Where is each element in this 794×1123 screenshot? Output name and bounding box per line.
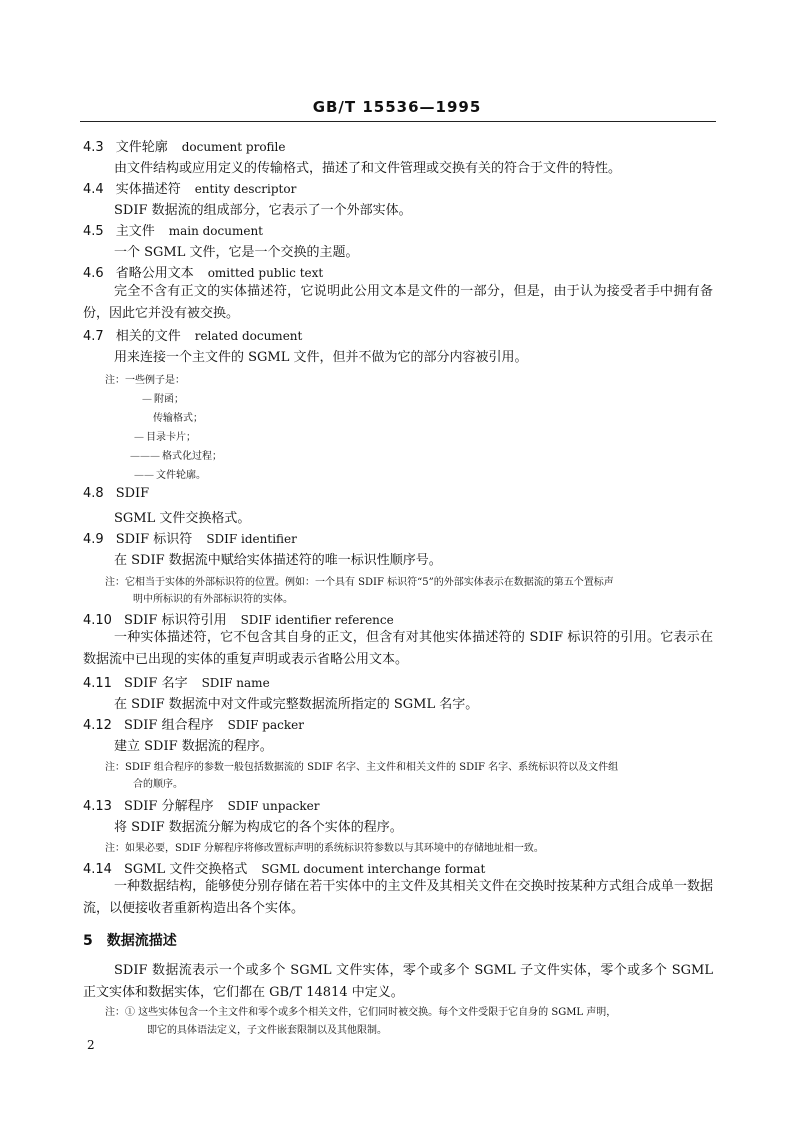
term-4-4 — [83, 178, 296, 197]
term-number: 4.12 — [83, 718, 112, 733]
term-4-14 — [83, 858, 485, 877]
term-cn: 主文件 — [115, 224, 155, 239]
term-definition: 用来连接一个主文件的 SGML 文件，但并不做为它的部分内容被引用。 — [114, 350, 528, 365]
term-cn: SDIF 名字 — [123, 676, 188, 691]
example-item: — 目录卡片； — [134, 432, 196, 443]
term-cn: SDIF 标识符引用 — [123, 613, 227, 628]
term-4-11 — [83, 672, 270, 691]
term-en: SDIF unpacker — [227, 799, 320, 813]
note: 注：SDIF 组合程序的参数一般包括数据流的 SDIF 名字、主文件和相关文件的 SDIF 名字、系统标识符以及文件组 — [105, 762, 619, 773]
term-definition: 一个 SGML 文件，它是一个交换的主题。 — [114, 245, 359, 260]
term-en: omitted public text — [207, 266, 324, 280]
term-cn: 省略公用文本 — [115, 266, 194, 281]
note-continuation: 明中所标识的有外部标识符的实体。 — [133, 594, 293, 605]
term-cn: 相关的文件 — [115, 329, 181, 344]
section-heading — [83, 930, 177, 950]
term-4-9 — [83, 528, 297, 547]
header-rule — [80, 121, 716, 122]
term-definition: 将 SDIF 数据流分解为构成它的各个实体的程序。 — [114, 820, 403, 835]
term-4-7 — [83, 325, 302, 344]
term-en: SGML document interchange format — [261, 862, 486, 876]
term-en: SDIF name — [201, 676, 270, 690]
term-en: related document — [194, 329, 303, 343]
note-continuation: 即它的具体语法定义，子文件嵌套限制以及其他限制。 — [147, 1025, 387, 1036]
term-cn: SGML 文件交换格式 — [123, 862, 248, 877]
note-continuation: 合的顺序。 — [133, 779, 183, 790]
term-number: 4.8 — [83, 486, 104, 501]
term-cn: SDIF 组合程序 — [123, 718, 214, 733]
example-item: ——— 格式化过程； — [130, 451, 222, 462]
term-en: entity descriptor — [194, 182, 297, 196]
term-definition: SGML 文件交换格式。 — [114, 511, 251, 526]
term-en: SDIF identifier — [206, 532, 297, 546]
section-paragraph: SDIF 数据流表示一个或多个 SGML 文件实体，零个或多个 SGML 子文件实体，零个或多个 SGML 正文实体和数据实体，它们都在 GB/T 14814 中定义。 — [83, 963, 713, 1000]
term-number: 4.6 — [83, 266, 104, 281]
term-definition: 由文件结构或应用定义的传输格式，描述了和文件管理或交换有关的符合于文件的特性。 — [114, 161, 622, 176]
term-number: 4.13 — [83, 799, 112, 814]
term-4-6 — [83, 262, 323, 281]
note: 注：它相当于实体的外部标识符的位置。例如：一个具有 SDIF 标识符“5”的外部实体表示在数据流的第五个置标声 — [105, 577, 614, 588]
term-cn: SDIF 分解程序 — [123, 799, 214, 814]
term-cn: 文件轮廓 — [115, 140, 168, 155]
term-en: SDIF packer — [227, 718, 304, 732]
term-number: 4.4 — [83, 182, 104, 197]
term-number: 4.5 — [83, 224, 104, 239]
term-4-5 — [83, 220, 263, 239]
term-en: document profile — [181, 140, 286, 154]
term-en: main document — [168, 224, 264, 238]
term-definition: SDIF 数据流的组成部分，它表示了一个外部实体。 — [114, 203, 412, 218]
term-definition: 在 SDIF 数据流中赋给实体描述符的唯一标识性顺序号。 — [114, 553, 442, 568]
page-header: GB/T 15536—1995 — [312, 98, 482, 116]
note: 注：如果必要，SDIF 分解程序将修改置标声明的系统标识符参数以与其环境中的存储地址相一致。 — [105, 843, 544, 854]
term-number: 4.9 — [83, 532, 104, 547]
term-definition: 一种数据结构，能够使分别存储在若干实体中的主文件及其相关文件在交换时按某种方式组合成单一数据流，以便接收者重新构造出各个实体。 — [83, 879, 713, 916]
term-4-10 — [83, 609, 394, 628]
term-cn: 实体描述符 — [115, 182, 181, 197]
example-item: —— 文件轮廓。 — [134, 470, 206, 481]
term-definition: 建立 SDIF 数据流的程序。 — [114, 739, 273, 754]
term-definition: 在 SDIF 数据流中对文件或完整数据流所指定的 SGML 名字。 — [114, 697, 479, 712]
term-number: 4.10 — [83, 613, 112, 628]
term-4-3 — [83, 136, 286, 155]
term-number: 4.14 — [83, 862, 112, 877]
term-4-8 — [83, 486, 163, 501]
section-number: 5 — [83, 933, 93, 949]
term-number: 4.3 — [83, 140, 104, 155]
example-item: — 附函； — [142, 394, 184, 405]
term-number: 4.7 — [83, 329, 104, 344]
note: 注：一些例子是： — [105, 375, 185, 386]
section-title: 数据流描述 — [106, 933, 177, 949]
term-definition: 完全不含有正文的实体描述符，它说明此公用文本是文件的一部分，但是，由于认为接受者手中拥有备份，因此它并没有被交换。 — [83, 284, 713, 321]
example-item: 传输格式； — [153, 413, 203, 424]
term-number: 4.11 — [83, 676, 112, 691]
term-4-12 — [83, 714, 304, 733]
term-en: SDIF identifier reference — [240, 613, 394, 627]
term-4-13 — [83, 795, 319, 814]
page-number: 2 — [87, 1038, 95, 1052]
term-cn: SDIF — [115, 486, 150, 501]
term-definition: 一种实体描述符，它不包含其自身的正文，但含有对其他实体描述符的 SDIF 标识符的引用。它表示在数据流中已出现的实体的重复声明或表示省略公用文本。 — [83, 630, 713, 667]
term-cn: SDIF 标识符 — [115, 532, 193, 547]
note: 注：① 这些实体包含一个主文件和零个或多个相关文件，它们同时被交换。每个文件受限于它自身的 SGML 声明， — [105, 1007, 617, 1018]
